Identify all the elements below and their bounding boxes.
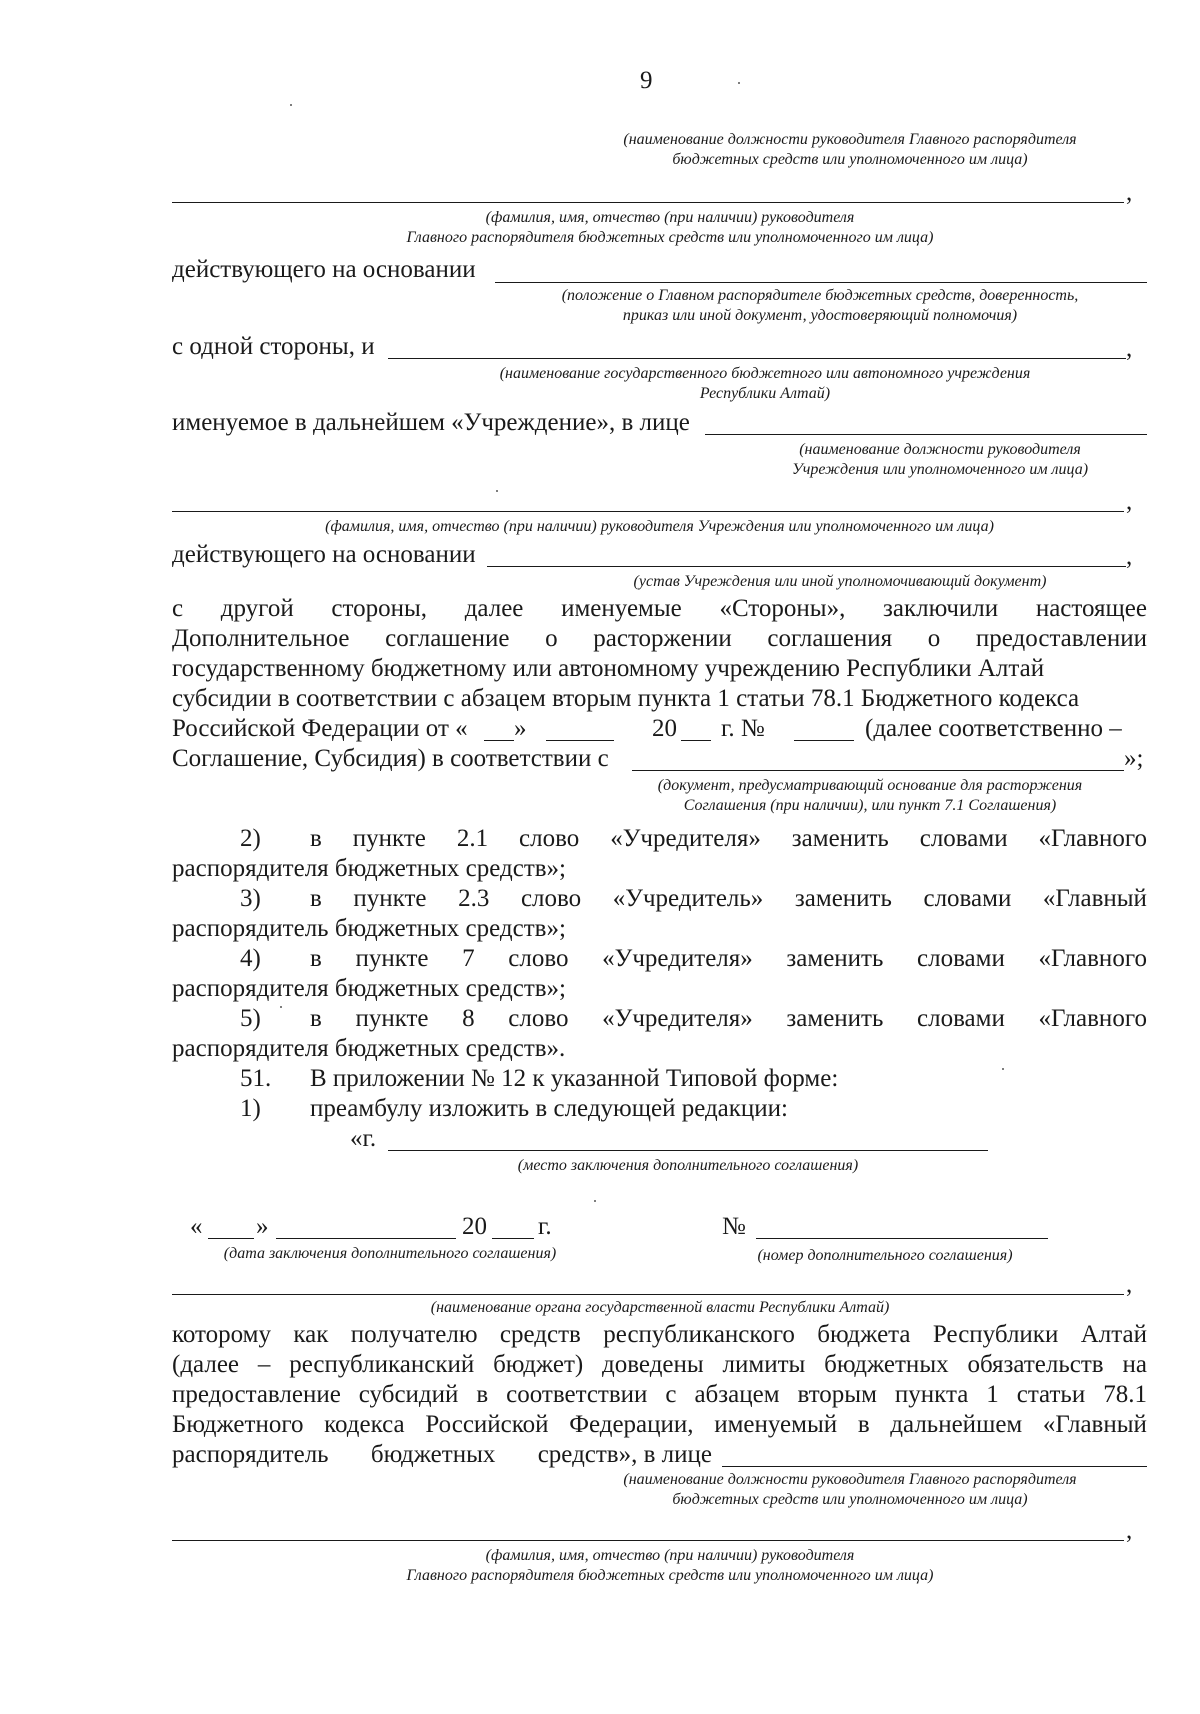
caption-date: (дата заключения дополнительного соглашения) xyxy=(223,1245,557,1262)
item-line: в пункте 2.3 слово «Учредитель» заменить словами «Главный xyxy=(310,885,1147,912)
acting-basis-label: действующего на основании xyxy=(172,256,476,283)
item-number: 51. xyxy=(240,1065,272,1092)
caption-head-fio: (фамилия, имя, отчество (при наличии) руководителя Главного распорядителя бюджетных средств или уполномоченного им лица) xyxy=(406,209,934,246)
blank-line xyxy=(276,1238,456,1239)
blank-line xyxy=(388,358,1126,359)
blank-line xyxy=(172,1540,1124,1541)
scan-speck xyxy=(280,1006,282,1008)
caption-institution-fio: (фамилия, имя, отчество (при наличии) руководителя Учреждения или уполномоченного им лица) xyxy=(325,518,994,535)
comma: , xyxy=(1126,488,1133,515)
blank-line xyxy=(487,566,1126,567)
paragraph-line: распорядитель бюджетных средств», в лице xyxy=(172,1441,712,1468)
date-quote-close: » xyxy=(256,1213,269,1240)
item-number: 2) xyxy=(240,825,261,852)
paragraph-line: Дополнительное соглашение о расторжении соглашения о предоставлении xyxy=(172,625,1147,652)
named-institution-label: именуемое в дальнейшем «Учреждение», в лице xyxy=(172,409,690,436)
blank-line xyxy=(794,740,854,741)
item-text: В приложении № 12 к указанной Типовой форме: xyxy=(310,1065,839,1092)
page-number: 9 xyxy=(640,67,653,94)
comma: , xyxy=(1126,1517,1133,1544)
blank-line xyxy=(388,1150,988,1151)
one-side-label: с одной стороны, и xyxy=(172,333,375,360)
caption-number: (номер дополнительного соглашения) xyxy=(757,1247,1013,1264)
blank-line xyxy=(172,1294,1124,1295)
scan-speck xyxy=(1002,1068,1004,1070)
caption-institution-head: (наименование должности руководителя Учреждения или уполномоченного им лица) xyxy=(791,441,1089,478)
blank-line xyxy=(632,770,1124,771)
item-number: 1) xyxy=(240,1095,261,1122)
item-number: 3) xyxy=(240,885,261,912)
paragraph-line: Российской Федерации от « xyxy=(172,715,468,742)
paragraph-line: (далее – республиканский бюджет) доведены лимиты бюджетных обязательств на xyxy=(172,1351,1147,1378)
number-sign: № xyxy=(722,1213,746,1240)
caption-termination-basis: (документ, предусматривающий основание для расторжения Соглашения (при наличии), или пункт 7.1 Соглашения) xyxy=(657,777,1083,814)
place-prefix: «г. xyxy=(350,1125,377,1152)
paragraph-line: предоставление субсидий в соответствии с абзацем вторым пункта 1 статьи 78.1 xyxy=(172,1381,1147,1408)
blank-line xyxy=(756,1238,1048,1239)
comma: , xyxy=(1126,543,1133,570)
scan-speck xyxy=(496,490,498,492)
caption-position-head: (наименование должности руководителя Главного распорядителя бюджетных средств или уполномоченного им лица) xyxy=(623,131,1077,168)
paragraph-line: Соглашение, Субсидия) в соответствии с xyxy=(172,745,609,772)
blank-line xyxy=(722,1466,1147,1467)
item-number: 4) xyxy=(240,945,261,972)
blank-line xyxy=(208,1238,254,1239)
comma: , xyxy=(1126,179,1133,206)
paragraph-line: с другой стороны, далее именуемые «Стороны», заключили настоящее xyxy=(172,595,1147,622)
date-quote-open: « xyxy=(190,1213,203,1240)
document-page: 9 (наименование должности руководителя Главного распорядителя бюджетных средств или уполномоченного им лица) , (фамилия, имя, отчество (при наличии) руководителя Главного распорядителя бюджетных средств или уполномоченного им лица) действующего на основании (положение о Главном распорядителе бюджетных средств, доверенность, приказ или иной документ, удостоверяющий полномочия) с одной стороны, и , (наименование государственного бюджетного или автономного учреждения Республики Алтай) именуемое в дальнейшем «Учреждение», в лице (наименование должности руководителя Учреждения или уполномоченного им лица) , (фамилия, имя, отчество (при наличии) руководителя Учреждения или уполномоченного им лица) действующего на основании , (устав Учреждения или иной уполномочивающий документ) с другой стороны, далее именуемые «Стороны», заключили настоящее Дополнительное соглашение о расторжении соглашения о предоставлении государственному бюджетному или автономному учреждению Республики Алтай субсидии в соответствии с абзацем вторым пункта 1 статьи 78.1 Бюджетного кодекса Российской Федерации от « » 20 г. № (далее соответственно – Соглашение, Субсидия) в соответствии с »; (документ, предусматривающий основание для расторжения Соглашения (при наличии), или пункт 7.1 Соглашения) 2) в пункте 2.1 слово «Учредителя» заменить словами «Главного распорядителя бюджетных средств»; 3) в пункте 2.3 слово «Учредитель» заменить словами «Главный распорядитель бюджетных средств»; 4) в пункте 7 слово «Учредителя» заменить словами «Главного распорядителя бюджетных средств»; 5) в пункте 8 слово «Учредителя» заменить словами «Главного распорядителя бюджетных средств». 51. В приложении № 12 к указанной Типовой форме: 1) преамбулу изложить в следующей редакции: «г. (место заключения дополнительного соглашения) « » 20 г. № (дата заключения дополнительного соглашения) (номер дополнительного соглашения) , (наименование органа государственной власти Республики Алтай) которому как получателю средств республиканского бюджета Республики Алтай (далее – республиканский бюджет) доведены лимиты бюджетных обязательств на предоставление субсидий в соответствии с абзацем вторым пункта 1 статьи 78.1 Бюджетного кодекса Российской Федерации, именуемый в дальнейшем «Главный распорядитель бюджетных средств», в лице (наименование должности руководителя Главного распорядителя бюджетных средств или уполномоченного им лица) , (фамилия, имя, отчество (при наличии) руководителя Главного распорядителя бюджетных средств или уполномоченного им лица) xyxy=(0,0,1200,1714)
caption-authority: (наименование органа государственной власти Республики Алтай) xyxy=(430,1299,890,1316)
caption-place: (место заключения дополнительного соглашения) xyxy=(517,1157,859,1174)
blank-line xyxy=(492,1238,534,1239)
item-number: 5) xyxy=(240,1005,261,1032)
paragraph-line: которому как получателю средств республиканского бюджета Республики Алтай xyxy=(172,1321,1147,1348)
date-year: 20 xyxy=(462,1213,487,1240)
paragraph-line: субсидии в соответствии с абзацем вторым пункта 1 статьи 78.1 Бюджетного кодекса xyxy=(172,685,1080,712)
scan-speck xyxy=(594,1200,596,1202)
date-g: г. xyxy=(538,1213,552,1240)
caption-basis-doc: (положение о Главном распорядителе бюджетных средств, доверенность, приказ или иной документ, удостоверяющий полномочия) xyxy=(561,287,1079,324)
caption-position-head-2: (наименование должности руководителя Главного распорядителя бюджетных средств или уполномоченного им лица) xyxy=(623,1471,1077,1508)
scan-speck xyxy=(290,104,292,106)
paragraph-line: государственному бюджетному или автономному учреждению Республики Алтай xyxy=(172,655,1045,682)
caption-head-fio-2: (фамилия, имя, отчество (при наличии) руководителя Главного распорядителя бюджетных средств или уполномоченного им лица) xyxy=(406,1547,934,1584)
blank-line xyxy=(681,740,711,741)
blank-line xyxy=(172,511,1124,512)
caption-institution: (наименование государственного бюджетного или автономного учреждения Республики Алтай) xyxy=(499,365,1031,402)
blank-line xyxy=(484,740,514,741)
item-line: в пункте 2.1 слово «Учредителя» заменить словами «Главного xyxy=(310,825,1147,852)
item-line: в пункте 7 слово «Учредителя» заменить словами «Главного xyxy=(310,945,1147,972)
blank-line xyxy=(546,740,614,741)
scan-speck xyxy=(738,82,740,84)
item-text: преамбулу изложить в следующей редакции: xyxy=(310,1095,789,1122)
acting-basis-label-2: действующего на основании xyxy=(172,541,476,568)
blank-line xyxy=(495,282,1147,283)
blank-line xyxy=(172,202,1124,203)
item-line: в пункте 8 слово «Учредителя» заменить словами «Главного xyxy=(310,1005,1147,1032)
comma: , xyxy=(1126,1271,1133,1298)
paragraph-line: Бюджетного кодекса Российской Федерации, именуемый в дальнейшем «Главный xyxy=(172,1411,1147,1438)
comma: , xyxy=(1126,335,1133,362)
blank-line xyxy=(705,434,1147,435)
caption-charter: (устав Учреждения или иной уполномочивающий документ) xyxy=(633,573,1047,590)
